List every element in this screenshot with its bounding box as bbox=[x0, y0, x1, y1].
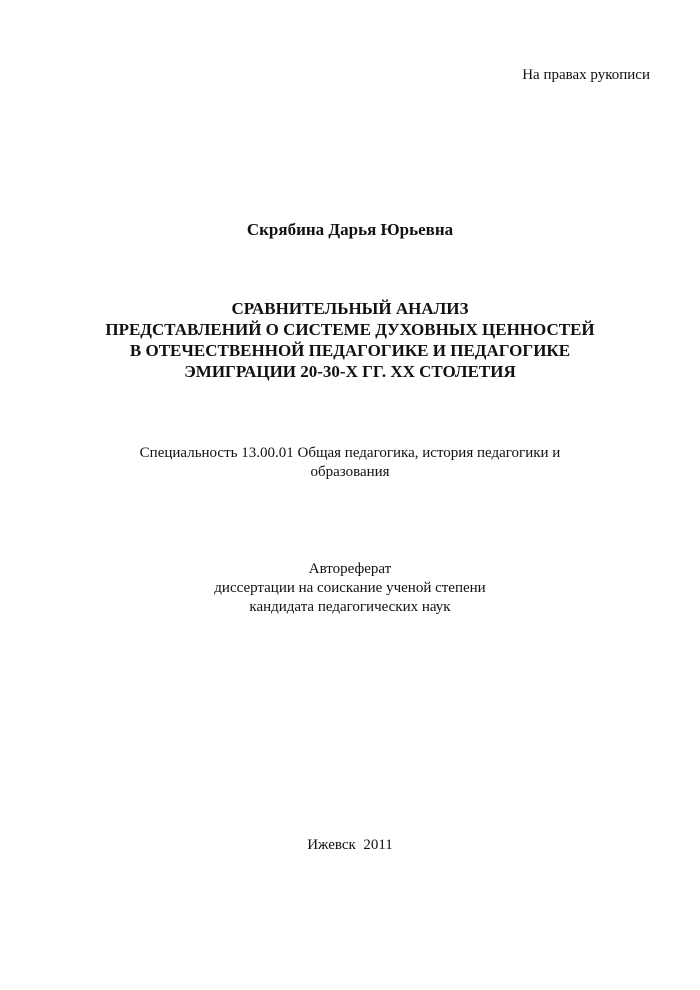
title-line: В ОТЕЧЕСТВЕННОЙ ПЕДАГОГИКЕ И ПЕДАГОГИКЕ bbox=[129, 341, 571, 360]
author-name: Скрябина Дарья Юрьевна bbox=[246, 220, 454, 239]
specialty-line: образования bbox=[310, 464, 390, 480]
abstract-line: диссертации на соискание ученой степени bbox=[214, 580, 486, 596]
specialty-block bbox=[0, 444, 700, 482]
rights-note: На правах рукописи bbox=[522, 67, 650, 83]
place-year: Ижевск 2011 bbox=[307, 837, 393, 853]
title-line: ПРЕДСТАВЛЕНИЙ О СИСТЕМЕ ДУХОВНЫХ ЦЕННОСТЕЙ bbox=[105, 320, 595, 339]
title-line: ЭМИГРАЦИИ 20-30-Х ГГ. ХХ СТОЛЕТИЯ bbox=[184, 362, 516, 381]
specialty-line: Специальность 13.00.01 Общая педагогика, история педагогики и bbox=[139, 445, 561, 461]
dissertation-title bbox=[0, 298, 700, 382]
abstract-line: кандидата педагогических наук bbox=[249, 599, 451, 615]
title-line: СРАВНИТЕЛЬНЫЙ АНАЛИЗ bbox=[231, 299, 469, 318]
abstract-line: Автореферат bbox=[308, 561, 392, 577]
abstract-block bbox=[0, 560, 700, 617]
